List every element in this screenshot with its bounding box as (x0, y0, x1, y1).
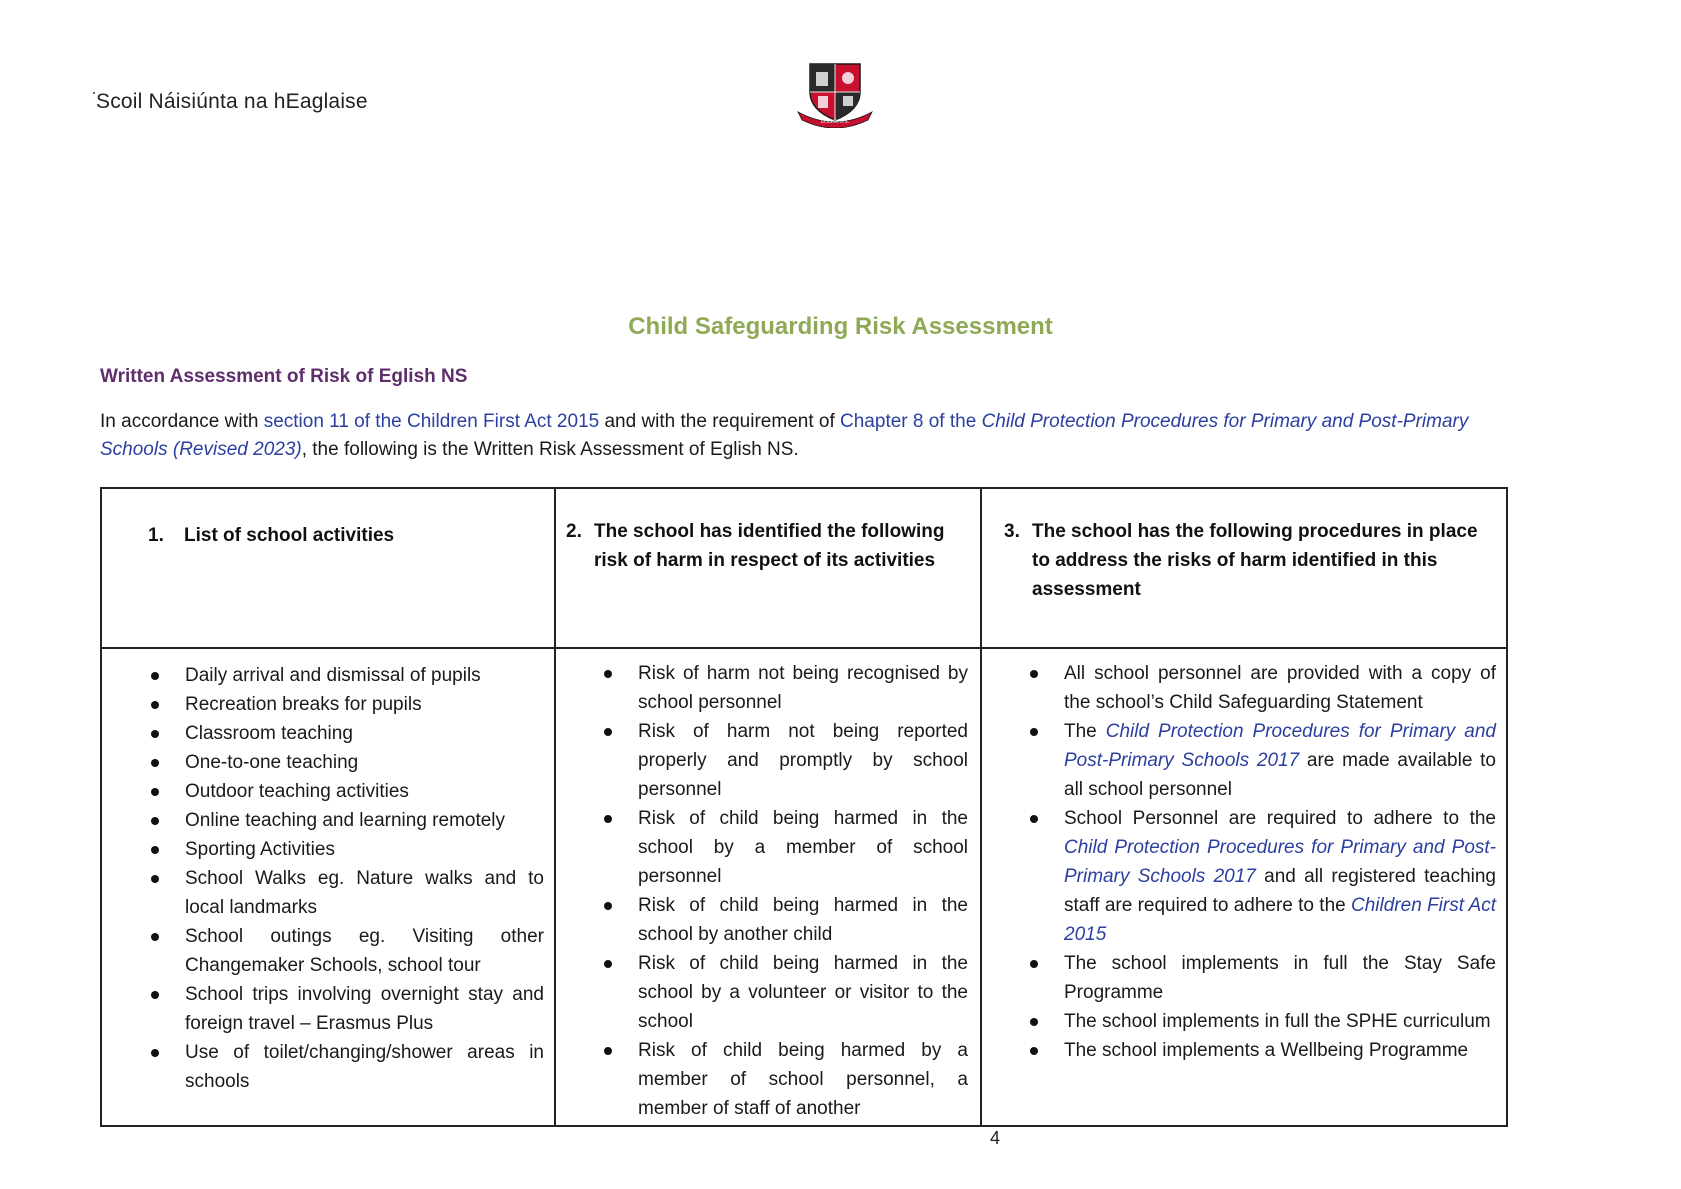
table-header-row (101, 488, 1507, 648)
list-item: School trips involving overnight stay and foreign travel – Erasmus Plus (185, 980, 544, 1038)
risk-assessment-table (100, 487, 1508, 1127)
header-cell-risks (555, 488, 981, 648)
children-first-act-link: section 11 of the Children First Act 2015 (263, 411, 600, 432)
list-item: The school implements in full the SPHE curriculum (1064, 1007, 1496, 1036)
intro-text-2: and with the requirement of (599, 411, 841, 432)
crest-ribbon-text: EGLISH N.S. (821, 120, 849, 125)
chapter-8-link: Chapter 8 of the (840, 411, 982, 432)
section-subtitle: Written Assessment of Risk of Eglish NS (100, 366, 468, 387)
procedures-cell (981, 648, 1507, 1126)
school-crest-logo (796, 58, 874, 128)
list-item: Risk of harm not being reported properly and promptly by school personnel (638, 717, 968, 804)
page-number: 4 (990, 1128, 1001, 1148)
list-item: School outings eg. Visiting other Changemaker Schools, school tour (185, 922, 544, 980)
intro-paragraph (100, 408, 1480, 464)
list-item: Classroom teaching (185, 719, 544, 748)
list-item (1064, 717, 1496, 804)
list-item: Risk of child being harmed in the school by another child (638, 891, 968, 949)
header-number: 2. (566, 521, 582, 542)
school-name: Scoil Náisiúnta na hEaglaise (96, 90, 368, 113)
header-number: 1. (148, 525, 164, 546)
list-item: Outdoor teaching activities (185, 777, 544, 806)
procedure-text: and all registered teaching staff are required to adhere to the (1064, 866, 1496, 916)
procedure-text: School Personnel are required to adhere to the (1064, 808, 1496, 829)
list-item: Online teaching and learning remotely (185, 806, 544, 835)
list-item: Recreation breaks for pupils (185, 690, 544, 719)
procedures-list (982, 649, 1506, 1065)
list-item: Risk of child being harmed in the school by a volunteer or visitor to the school (638, 949, 968, 1036)
activities-cell (101, 648, 555, 1126)
list-item: One-to-one teaching (185, 748, 544, 777)
list-item: All school personnel are provided with a copy of the school’s Child Safeguarding Statement (1064, 659, 1496, 717)
procedure-text: are made available to all school personnel (1064, 750, 1496, 800)
procedures-title-link: Child Protection Procedures for Primary and Post-Primary Schools (Revised 2023) (100, 411, 1469, 460)
header-cell-activities (101, 488, 555, 648)
procedures-document-link: Child Protection Procedures for Primary and Post-Primary Schools 2017 (1064, 721, 1496, 771)
list-item: Risk of child being harmed in the school by a member of school personnel (638, 804, 968, 891)
list-item: Sporting Activities (185, 835, 544, 864)
header-label: List of school activities (184, 525, 395, 546)
scan-mark (93, 92, 95, 94)
list-item: Daily arrival and dismissal of pupils (185, 661, 544, 690)
list-item: The school implements in full the Stay Safe Programme (1064, 949, 1496, 1007)
list-item (1064, 804, 1496, 949)
children-first-act-reference: Children First Act 2015 (1064, 895, 1497, 945)
header-label: The school has the following procedures in place to address the risks of harm identified in this assessment (1032, 521, 1478, 600)
procedure-text: The (1064, 721, 1106, 742)
header-cell-procedures (981, 488, 1507, 648)
risks-cell (555, 648, 981, 1126)
procedures-document-link: Child Protection Procedures for Primary and Post-Primary Schools 2017 (1064, 837, 1496, 887)
activities-list (102, 649, 554, 1096)
header-label: The school has identified the following risk of harm in respect of its activities (594, 521, 945, 571)
intro-text-3: , the following is the Written Risk Assessment of Eglish NS. (301, 439, 799, 460)
list-item: School Walks eg. Nature walks and to local landmarks (185, 864, 544, 922)
header-number: 3. (1004, 521, 1020, 542)
list-item: The school implements a Wellbeing Programme (1064, 1036, 1496, 1065)
list-item: Risk of child being harmed by a member of school personnel, a member of staff of another (638, 1036, 968, 1123)
table-body-row (101, 648, 1507, 1126)
page-title: Child Safeguarding Risk Assessment (628, 313, 1053, 340)
intro-text-1: In accordance with (100, 411, 264, 432)
risks-list (556, 649, 980, 1123)
list-item: Use of toilet/changing/shower areas in schools (185, 1038, 544, 1096)
list-item: Risk of harm not being recognised by school personnel (638, 659, 968, 717)
